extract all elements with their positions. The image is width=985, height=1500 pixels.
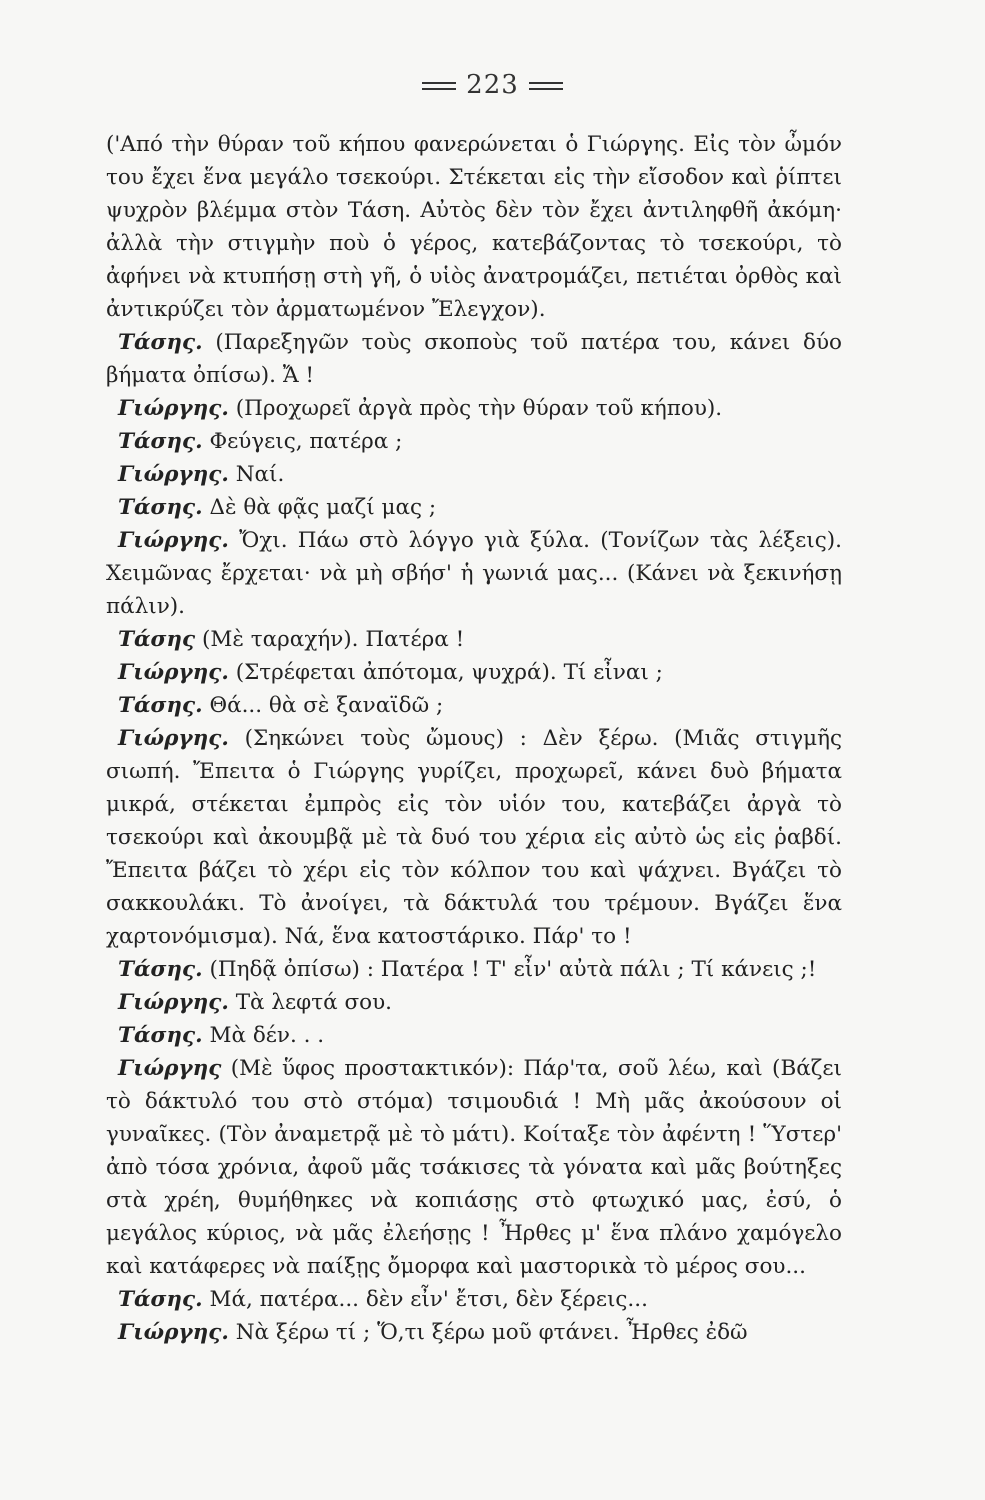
speaker-name: Τάσης <box>118 627 196 652</box>
dialogue-text: (Μὲ ταραχήν). Πατέρα ! <box>201 627 465 652</box>
dialogue-text: Νὰ ξέρω τί ; Ὅ,τι ξέρω μοῦ φτάνει. Ἦρθες ἐδῶ <box>235 1320 748 1345</box>
dialogue-line <box>106 986 842 1019</box>
speaker-name: Τάσης. <box>118 429 203 454</box>
dialogue-text: Φεύγεις, πατέρα ; <box>209 429 403 454</box>
dialogue-line <box>106 524 842 623</box>
page-number-text: 223 <box>466 70 519 100</box>
dialogue-text: Θά... θὰ σὲ ξαναϊδῶ ; <box>209 693 444 718</box>
dialogue-text: Δὲ θὰ φᾷς μαζί μας ; <box>209 495 437 520</box>
page-number <box>0 70 985 100</box>
dialogue-line <box>106 392 842 425</box>
dialogue-text: Ὄχι. Πάω στὸ λόγγο γιὰ ξύλα. (Τονίζων τὰς λέξεις). Χειμῶνας ἔρχεται· νὰ μὴ σβήσ' ἡ γωνιά μας... (Κάνει νὰ ξεκινήσῃ πάλιν). <box>106 528 842 619</box>
dialogue-text: (Στρέφεται ἀπότομα, ψυχρά). Τί εἶναι ; <box>235 660 663 685</box>
speaker-name: Γιώργης. <box>118 528 229 553</box>
dialogue-line <box>106 722 842 953</box>
speaker-name: Γιώργης. <box>118 1320 229 1345</box>
dialogue-text: Τὰ λεφτά σου. <box>235 990 392 1015</box>
dialogue-line <box>106 656 842 689</box>
dialogue-line <box>106 326 842 392</box>
speaker-name: Τάσης. <box>118 330 203 355</box>
speaker-name: Γιώργης. <box>118 660 229 685</box>
dialogue-line <box>106 425 842 458</box>
dialogue-text: Μὰ δέν. . . <box>209 1023 325 1048</box>
speaker-name: Γιώργης. <box>118 990 229 1015</box>
speaker-name: Γιώργης. <box>118 462 229 487</box>
dialogue-line <box>106 689 842 722</box>
dialogue-text: (Προχωρεῖ ἀργὰ πρὸς τὴν θύραν τοῦ κήπου). <box>235 396 723 421</box>
dialogue-line <box>106 1283 842 1316</box>
speaker-name: Γιώργης. <box>118 726 229 751</box>
page-number-left-rule <box>422 82 456 90</box>
dialogue-line <box>106 1019 842 1052</box>
dialogue-text: (Παρεξηγῶν τοὺς σκοποὺς τοῦ πατέρα του, κάνει δύο βήματα ὀπίσω). Ἄ ! <box>106 330 843 388</box>
dialogue-text: Μά, πατέρα... δὲν εἶν' ἔτσι, δὲν ξέρεις... <box>209 1287 648 1312</box>
dialogue-line <box>106 1316 842 1349</box>
dialogue-line <box>106 1052 842 1283</box>
dialogue-text: (Μὲ ὕφος προστακτικόν): Πάρ'τα, σοῦ λέω, καὶ (Βάζει τὸ δάκτυλό του στὸ στόμα) τσιμουδιά ! Μὴ μᾶς ἀκούσουν οἱ γυναῖκες. (Τὸν ἀναμετρᾷ μὲ τὸ μάτι). Κοίταξε τὸν ἀφέντη ! Ὕστερ' ἀπὸ τόσα χρόνια, ἀφοῦ μᾶς τσάκισες τὰ γόνατα καὶ μᾶς βούτηξες στὰ χρέη, θυμήθηκες νὰ κοπιάσῃς στὸ φτωχικό μας, ἐσύ, ὁ μεγάλος κύριος, νὰ μᾶς ἐλεήσῃς ! Ἦρθες μ' ἕνα πλάνο χαμόγελο καὶ κατάφερες νὰ παίξῃς ὄμορφα καὶ μαστορικὰ τὸ μέρος σου... <box>106 1056 842 1279</box>
dialogue-line <box>106 491 842 524</box>
dialogue-text: (Σηκώνει τοὺς ὤμους) : Δὲν ξέρω. (Μιᾶς στιγμῆς σιωπή. Ἔπειτα ὁ Γιώργης γυρίζει, προχωρεῖ, κάνει δυὸ βήματα μικρά, στέκεται ἐμπρὸς εἰς τὸν υἱόν του, κατεβάζει ἀργὰ τὸ τσεκούρι καὶ ἀκουμβᾷ μὲ τὰ δυό του χέρια εἰς αὐτὸ ὡς εἰς ῥαβδί. Ἔπειτα βάζει τὸ χέρι εἰς τὸν κόλπον του καὶ ψάχνει. Βγάζει τὸ σακκουλάκι. Τὸ ἀνοίγει, τὰ δάκτυλά του τρέμουν. Βγάζει ἕνα χαρτονόμισμα). Νά, ἕνα κατοστάρικο. Πάρ' το ! <box>106 726 842 949</box>
speaker-name: Γιώργης. <box>118 396 229 421</box>
dialogue-line <box>106 953 842 986</box>
dialogue-text: (Πηδᾷ ὀπίσω) : Πατέρα ! Τ' εἶν' αὐτὰ πάλι ; Τί κάνεις ;! <box>209 957 817 982</box>
speaker-name: Τάσης. <box>118 495 203 520</box>
stage-direction: ('Από τὴν θύραν τοῦ κήπου φανερώνεται ὁ Γιώργης. Εἰς τὸν ὦμόν του ἔχει ἕνα μεγάλο τσεκούρι. Στέκεται εἰς τὴν εἴσοδον καὶ ῥίπτει ψυχρὸν βλέμμα στὸν Τάση. Αὐτὸς δὲν τὸν ἔχει ἀντιληφθῆ ἀκόμη· ἀλλὰ τὴν στιγμὴν ποὺ ὁ γέρος, κατεβάζοντας τὸ τσεκούρι, τὸ ἀφήνει νὰ κτυπήσῃ στὴ γῆ, ὁ υἱὸς ἀνατρομάζει, πετιέται ὀρθὸς καὶ ἀντικρύζει τὸν ἀρματωμένον Ἔλεγχον). <box>106 132 842 322</box>
dialogue-line <box>106 623 842 656</box>
speaker-name: Γιώργης <box>118 1056 222 1081</box>
page-number-right-rule <box>529 82 563 90</box>
speaker-name: Τάσης. <box>118 693 203 718</box>
dialogue-text: Ναί. <box>235 462 285 487</box>
speaker-name: Τάσης. <box>118 1287 203 1312</box>
speaker-name: Τάσης. <box>118 957 203 982</box>
speaker-name: Τάσης. <box>118 1023 203 1048</box>
dialogue-line <box>106 458 842 491</box>
page-body <box>106 128 842 1349</box>
